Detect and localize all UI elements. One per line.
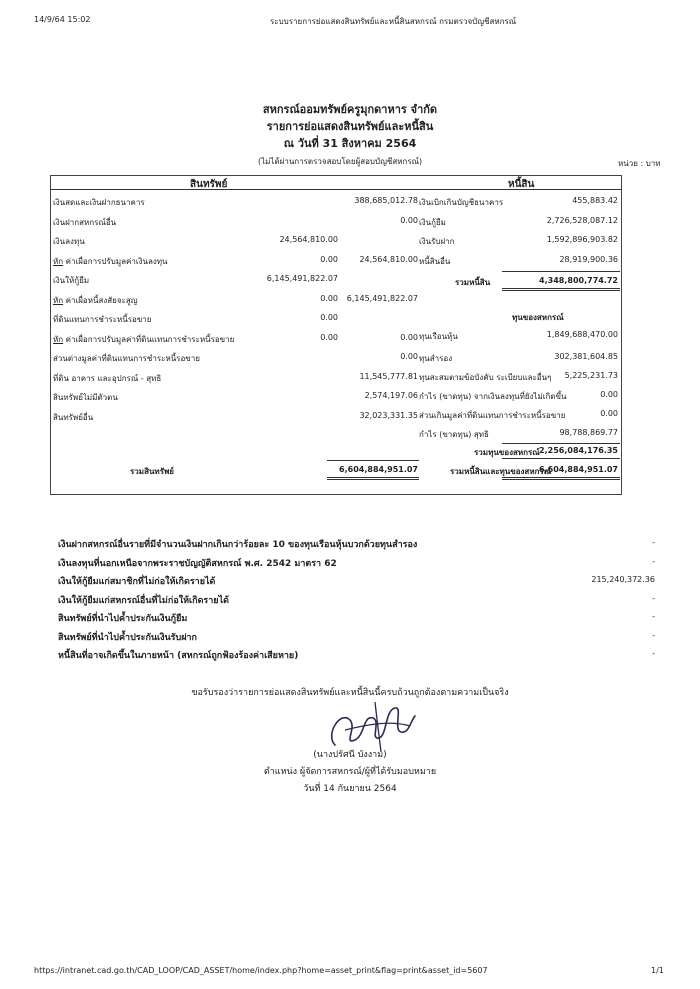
asset-row-label bbox=[53, 255, 168, 268]
asset-label-text: ที่ดิน อาคาร และอุปกรณ์ - สุทธิ bbox=[53, 373, 162, 383]
liabilities-total-amount: 4,348,800,774.72 bbox=[539, 276, 618, 285]
equity-row-label: กำไร (ขาดทุน) สุทธิ bbox=[419, 430, 489, 439]
note-label: เงินให้กู้ยืมแก่สมาชิกที่ไม่ก่อให้เกิดรายได้ bbox=[58, 577, 216, 587]
liabilities-heading: หนี้สิน bbox=[508, 179, 535, 190]
asset-label-text: ค่าเผื่อการปรับมูลค่าเงินลงทุน bbox=[63, 256, 168, 266]
liability-row-amount: 28,919,900.36 bbox=[559, 255, 618, 264]
equity-row-label: กำไร (ขาดทุน) จากเงินลงทุนที่ยังไม่เกิดขึ้น bbox=[419, 392, 567, 401]
note-value: - bbox=[652, 612, 655, 621]
asset-row-deduction: 0.00 bbox=[320, 293, 338, 303]
liability-row-label: หนี้สินอื่น bbox=[419, 257, 451, 266]
equity-total-amount: 2,256,084,176.35 bbox=[539, 446, 618, 455]
note-value: - bbox=[652, 556, 655, 566]
asset-row-gross: 24,564,810.00 bbox=[279, 235, 338, 244]
asset-label-text: ค่าเผื่อหนี้สงสัยจะสูญ bbox=[63, 295, 138, 305]
asset-row-label bbox=[53, 313, 151, 326]
signature-date: วันที่ 14 กันยายน 2564 bbox=[303, 784, 397, 794]
asset-row-amount: 388,685,012.78 bbox=[354, 196, 418, 205]
asset-row-deduction: 0.00 bbox=[320, 313, 338, 322]
assets-total-label: รวมสินทรัพย์ bbox=[130, 467, 174, 476]
asset-row-label bbox=[53, 274, 89, 287]
asset-row-amount: 0.00 bbox=[400, 352, 418, 361]
org-name: สหกรณ์ออมทรัพย์ครูมุกดาหาร จำกัด bbox=[262, 103, 438, 116]
note-value: - bbox=[652, 593, 655, 603]
equity-row-label: ทุนสะสมตามข้อบังคับ ระเบียบและอื่นๆ bbox=[419, 373, 552, 382]
asset-row-label bbox=[53, 391, 118, 404]
asset-row-amount: 0.00 bbox=[400, 215, 418, 225]
equity-row-amount: 5,225,231.73 bbox=[564, 371, 618, 380]
deduct-prefix: หัก bbox=[53, 334, 64, 344]
note-value: - bbox=[652, 630, 655, 640]
system-title: ระบบรายการย่อแสดงสินทรัพย์และหนี้สินสหกรณ์ กรมตรวจบัญชีสหกรณ์ bbox=[270, 17, 517, 26]
signatory-name: (นางปรัศนี บังงาม) bbox=[313, 750, 387, 760]
equity-row-amount: 302,381,604.85 bbox=[554, 352, 618, 361]
asset-label-text: ที่ดินแทนการชำระหนี้รอขาย bbox=[53, 315, 152, 324]
equity-heading: ทุนของสหกรณ์ bbox=[512, 313, 564, 322]
note-label: เงินให้กู้ยืมแก่สหกรณ์อื่นที่ไม่ก่อให้เกิดรายได้ bbox=[58, 595, 229, 606]
asset-label-text: ส่วนต่างมูลค่าที่ดินแทนการชำระหนี้รอขาย bbox=[53, 354, 200, 363]
certification-statement: ขอรับรองว่ารายการย่อแสดงสินทรัพย์และหนี้สินนี้ครบถ้วนถูกต้องตามความเป็นจริง bbox=[191, 688, 509, 698]
grand-total-label: รวมหนี้สินและทุนของสหกรณ์ bbox=[450, 467, 552, 476]
assets-total-amount: 6,604,884,951.07 bbox=[339, 465, 418, 474]
asset-row-label bbox=[53, 235, 85, 248]
note-label: เงินลงทุนที่นอกเหนือจากพระราชบัญญัติสหกรณ์ พ.ศ. 2542 มาตรา 62 bbox=[58, 558, 337, 569]
equity-row-amount: 98,788,869.77 bbox=[559, 428, 618, 437]
note-label: หนี้สินที่อาจเกิดขึ้นในภายหน้า (สหกรณ์ถูกฟ้องร้องค่าเสียหาย) bbox=[58, 651, 299, 661]
equity-row-amount: 1,849,688,470.00 bbox=[546, 330, 618, 339]
liabilities-total-label: รวมหนี้สิน bbox=[455, 278, 491, 287]
note-value: 215,240,372.36 bbox=[591, 575, 655, 584]
equity-row-label: ส่วนเกินมูลค่าที่ดินแทนการชำระหนี้รอขาย bbox=[419, 411, 566, 420]
assets-heading: สินทรัพย์ bbox=[190, 179, 228, 190]
asset-label-text: ค่าเผื่อการปรับมูลค่าที่ดินแทนการชำระหนี้รอขาย bbox=[63, 334, 235, 344]
asset-row-gross: 6,145,491,822.07 bbox=[266, 274, 338, 283]
liability-row-amount: 1,592,896,903.82 bbox=[546, 235, 618, 244]
asset-label-text: สินทรัพย์ไม่มีตัวตน bbox=[53, 393, 118, 402]
note-value: - bbox=[652, 538, 655, 547]
equity-row-label: ทุนเรือนหุ้น bbox=[419, 332, 458, 341]
asset-row-amount: 2,574,197.06 bbox=[364, 391, 418, 400]
liability-row-amount: 2,726,528,087.12 bbox=[546, 216, 618, 225]
unit-label: หน่วย : บาท bbox=[618, 159, 661, 168]
print-datetime: 14/9/64 15:02 bbox=[34, 15, 91, 24]
equity-row-label: ทุนสำรอง bbox=[419, 354, 453, 363]
footer-url[interactable]: https://intranet.cad.go.th/CAD_LOOP/CAD_ASSET/home/index.php?home=asset_print&flag=print&asset_id=5607 bbox=[34, 966, 488, 975]
asset-label-text: เงินให้กู้ยืม bbox=[53, 276, 90, 285]
equity-row-amount: 0.00 bbox=[600, 409, 618, 418]
asset-label-text: เงินสดและเงินฝากธนาคาร bbox=[53, 198, 145, 207]
asset-label-text: สินทรัพย์อื่น bbox=[53, 412, 94, 422]
equity-row-amount: 0.00 bbox=[600, 390, 618, 399]
liability-row-amount: 455,883.42 bbox=[572, 196, 618, 205]
asset-row-label bbox=[53, 196, 145, 209]
report-date: ณ วันที่ 31 สิงหาคม 2564 bbox=[283, 137, 417, 150]
note-label: สินทรัพย์ที่นำไปค้ำประกันเงินกู้ยืม bbox=[58, 614, 188, 624]
equity-total-label: รวมทุนของสหกรณ์ bbox=[474, 448, 540, 457]
report-title: รายการย่อแสดงสินทรัพย์และหนี้สิน bbox=[266, 120, 434, 133]
asset-row-label bbox=[53, 216, 116, 229]
page-number: 1/1 bbox=[651, 966, 664, 975]
asset-row-amount: 24,564,810.00 bbox=[359, 254, 418, 264]
note-label: เงินฝากสหกรณ์อื่นรายที่มีจำนวนเงินฝากเกินกว่าร้อยละ 10 ของทุนเรือนหุ้นบวกด้วยทุนสำรอง bbox=[58, 540, 418, 550]
asset-row-deduction: 0.00 bbox=[320, 254, 338, 264]
deduct-prefix: หัก bbox=[53, 295, 64, 305]
asset-row-deduction: 0.00 bbox=[320, 332, 338, 342]
asset-row-label bbox=[53, 333, 234, 346]
liability-row-label: เงินกู้ยืม bbox=[419, 218, 446, 227]
asset-label-text: เงินลงทุน bbox=[53, 237, 85, 246]
signatory-position: ตำแหน่ง ผู้จัดการสหกรณ์/ผู้ที่ได้รับมอบหมาย bbox=[263, 767, 437, 777]
asset-row-label bbox=[53, 294, 138, 307]
asset-row-amount: 0.00 bbox=[400, 332, 418, 342]
audit-note: (ไม่ได้ผ่านการตรวจสอบโดยผู้สอบบัญชีสหกรณ์) bbox=[258, 157, 423, 166]
grand-total-amount: 6,604,884,951.07 bbox=[539, 465, 618, 474]
note-value: - bbox=[652, 649, 655, 658]
asset-label-text: เงินฝากสหกรณ์อื่น bbox=[53, 217, 117, 227]
header-divider bbox=[50, 189, 622, 190]
asset-row-label bbox=[53, 372, 161, 385]
asset-row-label bbox=[53, 411, 93, 424]
asset-row-amount: 6,145,491,822.07 bbox=[346, 293, 418, 303]
liability-row-label: เงินเบิกเกินบัญชีธนาคาร bbox=[419, 198, 504, 207]
asset-row-amount: 32,023,331.35 bbox=[359, 410, 418, 420]
deduct-prefix: หัก bbox=[53, 256, 64, 266]
note-label: สินทรัพย์ที่นำไปค้ำประกันเงินรับฝาก bbox=[58, 632, 197, 643]
asset-row-amount: 11,545,777.81 bbox=[359, 371, 418, 381]
liab-total-line bbox=[502, 271, 620, 272]
asset-row-label bbox=[53, 352, 200, 365]
liability-row-label: เงินรับฝาก bbox=[419, 237, 455, 246]
